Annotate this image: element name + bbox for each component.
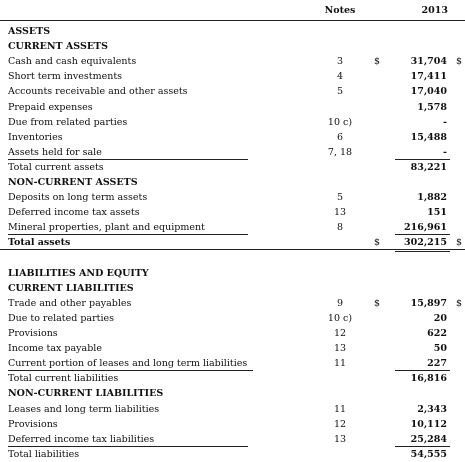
statement-row: [0, 190, 465, 205]
row-value: 54,555: [410, 448, 447, 460]
row-note: 10 c): [327, 312, 353, 324]
rule-line: [395, 370, 450, 371]
rule-line: [8, 370, 253, 371]
row-label: Total current liabilities: [8, 373, 119, 385]
row-note: 11: [333, 358, 347, 370]
rule-line: [395, 446, 450, 447]
statement-row: [0, 281, 465, 296]
row-label: Total liabilities: [8, 448, 80, 460]
row-note: 13: [333, 207, 347, 219]
statement-row: [0, 39, 465, 54]
header-underline: [0, 20, 465, 21]
row-value: 15,488: [410, 131, 447, 143]
row-value: 17,411: [410, 71, 447, 83]
row-note: 11: [333, 403, 347, 415]
row-trailing-currency: $: [456, 297, 463, 309]
row-currency: $: [373, 297, 381, 309]
statement-row: [0, 160, 465, 175]
statement-row: [0, 341, 465, 356]
statement-row: [0, 115, 465, 130]
row-value: 17,040: [410, 86, 447, 98]
row-label: Short term investments: [8, 71, 123, 83]
rule-line: [395, 159, 450, 160]
row-label: Accounts receivable and other assets: [8, 86, 188, 98]
year-header: 2013: [421, 5, 448, 16]
statement-row: [0, 432, 465, 447]
row-note: 13: [333, 343, 347, 355]
statement-row: [0, 266, 465, 281]
row-label: Provisions: [8, 418, 58, 430]
statement-row: [0, 311, 465, 326]
statement-row: [0, 69, 465, 84]
row-value: 1,578: [417, 101, 447, 113]
row-trailing-currency: $: [456, 237, 463, 249]
row-value: 151: [427, 207, 447, 219]
rule-line: [0, 249, 465, 250]
statement-row: [0, 251, 465, 266]
rule-line: [395, 234, 450, 235]
statement-row: [0, 100, 465, 115]
row-label: Trade and other payables: [8, 297, 132, 309]
row-label: CURRENT LIABILITIES: [8, 282, 134, 294]
rule-line: [8, 446, 248, 447]
row-label: Prepaid expenses: [8, 101, 93, 113]
row-value: 302,215: [404, 237, 447, 249]
row-value: 50: [433, 343, 447, 355]
row-value: 10,112: [410, 418, 447, 430]
statement-row: [0, 54, 465, 69]
statement-row: [0, 24, 465, 39]
statement-row: [0, 402, 465, 417]
row-note: 12: [333, 418, 347, 430]
statement-row: [0, 447, 465, 462]
row-currency: $: [373, 237, 381, 249]
row-label: Cash and cash equivalents: [8, 56, 137, 68]
statement-row: [0, 296, 465, 311]
row-label: Assets held for sale: [8, 146, 102, 158]
row-label: NON-CURRENT ASSETS: [8, 177, 138, 188]
row-value: 227: [427, 358, 447, 370]
row-note: 3: [336, 56, 344, 68]
row-label: Income tax payable: [8, 343, 102, 355]
statement-row: [0, 84, 465, 99]
rule-line: [395, 251, 450, 252]
row-value: 31,704: [410, 56, 447, 68]
statement-row: [0, 175, 465, 190]
row-label: Leases and long term liabilities: [8, 403, 160, 415]
statement-row: [0, 417, 465, 432]
row-label: Deposits on long term assets: [8, 192, 148, 204]
row-label: Mineral properties, plant and equipment: [8, 222, 205, 234]
row-note: 9: [336, 297, 344, 309]
rule-line: [8, 234, 248, 235]
row-note: 13: [333, 433, 347, 445]
row-currency: $: [373, 56, 381, 68]
row-value: 25,284: [410, 433, 447, 445]
rule-line: [8, 159, 248, 160]
row-value: -: [443, 146, 447, 158]
statement-row: [0, 356, 465, 371]
statement-row: [0, 371, 465, 386]
row-note: 4: [336, 71, 344, 83]
row-label: ASSETS: [8, 26, 51, 37]
row-value: 1,882: [417, 192, 447, 204]
row-value: 2,343: [417, 403, 447, 415]
row-value: 15,897: [410, 297, 447, 309]
row-trailing-currency: $: [456, 56, 463, 68]
row-value: -: [443, 116, 447, 128]
row-label: Deferred income tax liabilities: [8, 433, 155, 445]
row-note: 8: [336, 222, 344, 234]
statement-row: [0, 205, 465, 220]
notes-header: Notes: [324, 5, 356, 16]
row-label: LIABILITIES AND EQUITY: [8, 267, 149, 279]
row-note: 5: [336, 192, 344, 204]
row-note: 7, 18: [327, 146, 353, 158]
row-note: 6: [336, 131, 344, 143]
statement-row: [0, 145, 465, 160]
statement-row: [0, 130, 465, 145]
row-label: Total assets: [8, 237, 71, 249]
row-note: 12: [333, 328, 347, 339]
row-label: Due to related parties: [8, 312, 114, 324]
statement-row: [0, 386, 465, 401]
row-label: NON-CURRENT LIABILITIES: [8, 388, 164, 400]
row-note: 5: [336, 86, 344, 98]
row-label: Due from related parties: [8, 116, 128, 128]
row-value: 622: [427, 328, 447, 339]
row-label: Deferred income tax assets: [8, 207, 140, 219]
statement-row: [0, 326, 465, 341]
row-value: 20: [433, 312, 447, 324]
row-label: CURRENT ASSETS: [8, 41, 108, 53]
row-label: Current portion of leases and long term liabilities: [8, 358, 248, 370]
row-value: 83,221: [410, 161, 447, 173]
row-label: Total current assets: [8, 161, 104, 173]
row-value: 216,961: [404, 222, 447, 234]
row-label: Provisions: [8, 328, 58, 339]
row-label: Inventories: [8, 131, 63, 143]
row-value: 16,816: [410, 373, 447, 385]
header-row: [0, 3, 465, 18]
row-note: 10 c): [327, 116, 353, 128]
